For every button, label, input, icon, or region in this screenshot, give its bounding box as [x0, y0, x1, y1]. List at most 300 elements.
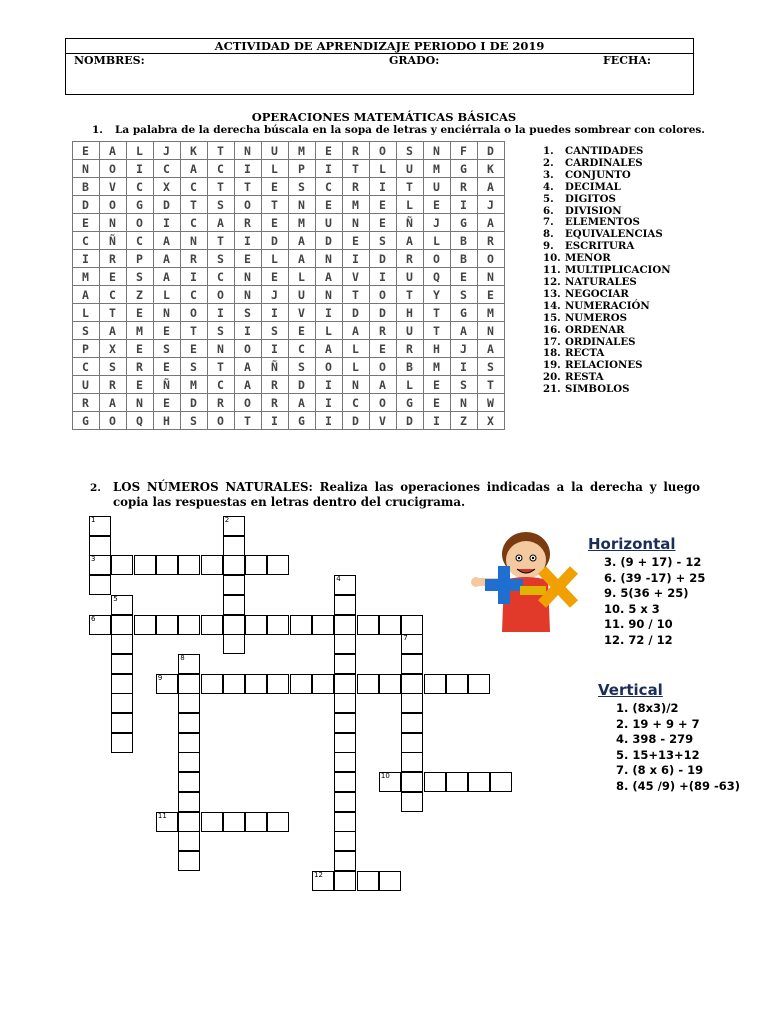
crossword-cell[interactable] — [111, 693, 133, 713]
word-search-row — [73, 322, 505, 340]
word-search-letter: R — [127, 358, 154, 376]
crossword-cell[interactable] — [245, 812, 267, 832]
crossword-cell[interactable] — [178, 752, 200, 772]
word-search-letter: E — [127, 304, 154, 322]
horizontal-clue: 6. (39 -17) + 25 — [604, 570, 706, 585]
word-search-letter: T — [235, 178, 262, 196]
word-search-letter: E — [343, 232, 370, 250]
word-search-letter: E — [424, 196, 451, 214]
word-search-letter: S — [451, 376, 478, 394]
word-search-letter: J — [154, 142, 181, 160]
grade-label: GRADO: — [389, 54, 440, 67]
word-search-letter: E — [100, 268, 127, 286]
word-search-letter: M — [478, 304, 505, 322]
word-search-letter: O — [100, 412, 127, 430]
word-search-letter: N — [289, 196, 316, 214]
word-search-row — [73, 160, 505, 178]
crossword-cell[interactable] — [245, 555, 267, 575]
crossword-cell[interactable] — [357, 871, 379, 891]
crossword-cell[interactable] — [178, 831, 200, 851]
word-search-letter: E — [181, 340, 208, 358]
crossword-cell[interactable] — [178, 733, 200, 753]
crossword-cell[interactable] — [334, 654, 356, 674]
word-search-letter: N — [343, 214, 370, 232]
word-search-letter: A — [73, 286, 100, 304]
word-search-letter: A — [316, 340, 343, 358]
crossword-cell[interactable] — [401, 792, 423, 812]
word-search-letter: A — [478, 214, 505, 232]
word-search-letter: R — [100, 250, 127, 268]
word-search-letter: S — [208, 250, 235, 268]
word-search-letter: D — [262, 232, 289, 250]
word-search-letter: T — [397, 178, 424, 196]
word-search-letter: A — [154, 250, 181, 268]
word-list-word: ELEMENTOS — [565, 216, 640, 229]
word-search-letter: L — [343, 340, 370, 358]
word-search-letter: T — [208, 358, 235, 376]
crossword-cell[interactable] — [223, 595, 245, 615]
word-list-word: DIVISION — [565, 204, 622, 217]
word-search-letter: L — [424, 232, 451, 250]
crossword-cell[interactable] — [178, 615, 200, 635]
word-search-letter: S — [154, 340, 181, 358]
word-search-letter: N — [451, 394, 478, 412]
horizontal-clue: 11. 90 / 10 — [604, 617, 673, 631]
word-search-letter: L — [154, 286, 181, 304]
crossword-cell[interactable] — [223, 812, 245, 832]
word-search-letter: T — [208, 232, 235, 250]
word-search-letter: C — [181, 214, 208, 232]
word-search-letter: D — [343, 412, 370, 430]
word-list-number: 18. — [543, 347, 561, 360]
word-search-letter: E — [316, 196, 343, 214]
word-search-letter: O — [181, 304, 208, 322]
word-search-letter: U — [424, 178, 451, 196]
crossword-cell[interactable] — [111, 674, 133, 694]
word-search-letter: C — [181, 178, 208, 196]
crossword-cell[interactable] — [468, 674, 490, 694]
word-search-letter: A — [154, 268, 181, 286]
word-search-letter: E — [424, 394, 451, 412]
word-search-letter: P — [289, 160, 316, 178]
word-search-letter: V — [100, 178, 127, 196]
crossword-cell[interactable] — [401, 733, 423, 753]
word-search-letter: I — [316, 394, 343, 412]
crossword-cell[interactable] — [334, 851, 356, 871]
word-search-letter: P — [73, 340, 100, 358]
word-search-letter: C — [127, 232, 154, 250]
crossword-cell[interactable] — [379, 615, 401, 635]
word-search-letter: S — [397, 142, 424, 160]
word-search-letter: H — [397, 304, 424, 322]
word-search-letter: O — [208, 412, 235, 430]
word-search-letter: H — [424, 340, 451, 358]
word-search-letter: A — [343, 322, 370, 340]
word-search-letter: O — [370, 286, 397, 304]
crossword-number: 8 — [180, 653, 185, 662]
word-search-letter: N — [100, 214, 127, 232]
word-list-word: RESTA — [565, 371, 604, 384]
crossword-cell[interactable] — [334, 693, 356, 713]
word-list-number: 5. — [543, 192, 554, 205]
word-search-letter: D — [370, 250, 397, 268]
crossword-cell[interactable] — [290, 615, 312, 635]
word-list-number: 1. — [543, 145, 554, 157]
crossword-cell[interactable] — [379, 871, 401, 891]
crossword-cell[interactable] — [334, 615, 356, 635]
word-search-letter: M — [73, 268, 100, 286]
word-search-letter: I — [451, 358, 478, 376]
crossword-cell[interactable] — [334, 674, 356, 694]
word-search-letter: N — [478, 268, 505, 286]
word-search-letter: I — [424, 412, 451, 430]
crossword-cell[interactable] — [334, 595, 356, 615]
word-search-letter: I — [127, 160, 154, 178]
crossword-cell[interactable] — [89, 536, 111, 556]
word-search-letter: Q — [424, 268, 451, 286]
crossword-cell[interactable] — [178, 693, 200, 713]
word-search-letter: E — [235, 250, 262, 268]
q1-instruction: La palabra de la derecha búscala en la sopa de letras y enciérrala o la puedes sombrear con colores. — [115, 124, 705, 136]
word-search-letter: C — [343, 394, 370, 412]
crossword-cell[interactable] — [334, 831, 356, 851]
horizontal-clue: 12. 72 / 12 — [604, 632, 673, 647]
word-search-letter: M — [127, 322, 154, 340]
word-search-letter: R — [451, 178, 478, 196]
crossword-cell[interactable] — [178, 792, 200, 812]
crossword-cell[interactable] — [334, 772, 356, 792]
word-search-letter: A — [181, 160, 208, 178]
word-list-number: 12. — [543, 275, 561, 288]
crossword-cell[interactable] — [111, 634, 133, 654]
word-search-letter: I — [235, 322, 262, 340]
word-search-letter: C — [100, 286, 127, 304]
word-search-letter: I — [316, 160, 343, 178]
q2-number: 2. — [90, 482, 101, 494]
word-search-letter: D — [316, 232, 343, 250]
vertical-clue: 7. (8 x 6) - 19 — [616, 763, 704, 777]
crossword-cell[interactable] — [178, 812, 200, 832]
word-search-letter: E — [262, 214, 289, 232]
word-search-letter: U — [316, 214, 343, 232]
word-search-letter: R — [100, 376, 127, 394]
crossword-cell[interactable] — [446, 674, 468, 694]
word-search-letter: N — [316, 286, 343, 304]
word-search-letter: E — [316, 142, 343, 160]
crossword-number: 7 — [403, 634, 408, 643]
word-list-number: 21. — [543, 383, 561, 396]
word-list-number: 6. — [543, 204, 554, 217]
word-search-letter: Y — [424, 286, 451, 304]
crossword-cell[interactable] — [223, 674, 245, 694]
crossword-number: 2 — [224, 516, 230, 524]
word-search-letter: E — [370, 214, 397, 232]
word-search-letter: E — [370, 340, 397, 358]
crossword-cell[interactable] — [223, 555, 245, 575]
word-search-letter: A — [478, 340, 505, 358]
word-search-letter: S — [100, 358, 127, 376]
word-search-letter: N — [235, 286, 262, 304]
q2-instruction-block — [90, 480, 700, 510]
word-list-item — [543, 384, 671, 396]
crossword-cell[interactable] — [111, 654, 133, 674]
word-search-letter: N — [127, 394, 154, 412]
crossword-cell[interactable] — [178, 713, 200, 733]
word-search-letter: G — [451, 304, 478, 322]
crossword-cell[interactable] — [401, 693, 423, 713]
word-search-letter: I — [262, 340, 289, 358]
crossword-cell[interactable] — [111, 713, 133, 733]
word-search-letter: G — [73, 412, 100, 430]
word-search-letter: A — [235, 376, 262, 394]
word-list-number: 9. — [543, 240, 554, 253]
word-search-letter: N — [73, 160, 100, 178]
word-search-letter: S — [451, 286, 478, 304]
crossword-cell[interactable] — [111, 555, 133, 575]
crossword-cell[interactable] — [267, 812, 289, 832]
crossword-cell[interactable] — [401, 772, 423, 792]
crossword-cell[interactable] — [223, 575, 245, 595]
crossword-cell[interactable] — [401, 654, 423, 674]
word-search-letter: E — [262, 268, 289, 286]
crossword-cell[interactable] — [201, 555, 223, 575]
crossword-cell[interactable] — [490, 772, 512, 792]
crossword-cell[interactable] — [401, 674, 423, 694]
crossword-cell[interactable] — [111, 615, 133, 635]
word-search-letter: E — [154, 322, 181, 340]
crossword-cell[interactable] — [312, 615, 334, 635]
word-search-letter: S — [208, 196, 235, 214]
vertical-heading: Vertical — [598, 681, 663, 699]
word-search-letter: E — [424, 376, 451, 394]
crossword-cell[interactable] — [201, 812, 223, 832]
crossword-cell[interactable] — [178, 674, 200, 694]
activity-title: ACTIVIDAD DE APRENDIZAJE PERIODO I DE 2019 — [66, 39, 693, 54]
word-list-number: 17. — [543, 335, 561, 348]
crossword-number: 3 — [91, 555, 96, 564]
crossword-cell[interactable] — [178, 851, 200, 871]
word-search-letter: O — [127, 214, 154, 232]
word-search-letter: T — [181, 322, 208, 340]
word-search-letter: A — [451, 322, 478, 340]
word-list-number: 7. — [543, 216, 554, 229]
crossword-number: 11 — [157, 811, 167, 820]
word-search-letter: E — [73, 142, 100, 160]
word-search-letter: S — [289, 178, 316, 196]
crossword-cell[interactable] — [334, 634, 356, 654]
word-list-number: 19. — [543, 359, 561, 372]
crossword-cell[interactable] — [334, 713, 356, 733]
word-search-letter: T — [235, 412, 262, 430]
word-search-letter: G — [127, 196, 154, 214]
word-list — [543, 146, 671, 396]
crossword-cell[interactable] — [424, 674, 446, 694]
crossword-cell[interactable] — [178, 555, 200, 575]
word-search-letter: O — [370, 394, 397, 412]
crossword-number: 12 — [314, 870, 323, 879]
word-search-letter: R — [73, 394, 100, 412]
word-search-letter: T — [208, 142, 235, 160]
word-search-letter: A — [397, 232, 424, 250]
word-search-letter: I — [316, 376, 343, 394]
word-search-letter: M — [424, 160, 451, 178]
crossword-cell[interactable] — [290, 674, 312, 694]
word-search-letter: D — [343, 304, 370, 322]
word-search-letter: S — [181, 412, 208, 430]
crossword-cell[interactable] — [446, 772, 468, 792]
word-search-letter: X — [154, 178, 181, 196]
crossword-cell[interactable] — [267, 674, 289, 694]
crossword-cell[interactable] — [468, 772, 490, 792]
word-search-letter: X — [100, 340, 127, 358]
word-search-letter: C — [208, 160, 235, 178]
crossword-cell[interactable] — [334, 752, 356, 772]
word-search-row — [73, 214, 505, 232]
word-search-letter: T — [424, 322, 451, 340]
vertical-clue: 1. (8x3)/2 — [616, 701, 679, 715]
word-search-letter: L — [343, 358, 370, 376]
word-search-letter: E — [289, 322, 316, 340]
word-search-letter: N — [181, 232, 208, 250]
crossword-cell[interactable] — [245, 615, 267, 635]
word-search-letter: E — [73, 214, 100, 232]
word-search-letter: K — [478, 160, 505, 178]
word-search-row — [73, 196, 505, 214]
word-search-letter: U — [262, 142, 289, 160]
crossword-cell[interactable] — [334, 871, 356, 891]
crossword-cell[interactable] — [245, 674, 267, 694]
crossword-cell[interactable] — [401, 615, 423, 635]
crossword-cell[interactable] — [357, 615, 379, 635]
word-list-word: CONJUNTO — [565, 168, 631, 181]
word-list-number: 4. — [543, 180, 554, 193]
word-list-word: ESCRITURA — [565, 240, 635, 253]
word-search-letter: R — [343, 142, 370, 160]
word-list-word: SIMBOLOS — [565, 383, 630, 396]
crossword-cell[interactable] — [357, 674, 379, 694]
word-search-letter: A — [370, 376, 397, 394]
word-search-letter: U — [289, 286, 316, 304]
crossword-number: 10 — [380, 772, 390, 781]
word-search-letter: O — [316, 358, 343, 376]
word-search-letter: B — [397, 358, 424, 376]
word-list-word: NUMEROS — [565, 311, 627, 324]
crossword-cell[interactable] — [156, 615, 178, 635]
crossword-cell[interactable] — [111, 733, 133, 753]
crossword-cell[interactable] — [134, 615, 156, 635]
boy-math-symbols-illustration — [468, 520, 584, 636]
word-search-letter: A — [316, 268, 343, 286]
word-search-letter: S — [235, 304, 262, 322]
crossword-cell[interactable] — [379, 674, 401, 694]
word-list-word: DIGITOS — [565, 192, 616, 205]
word-search-letter: S — [73, 322, 100, 340]
word-search-letter: A — [478, 178, 505, 196]
crossword-cell[interactable] — [201, 615, 223, 635]
word-search-row — [73, 304, 505, 322]
crossword-cell[interactable] — [312, 674, 334, 694]
word-search-letter: L — [262, 160, 289, 178]
word-search-letter: S — [289, 358, 316, 376]
word-search-letter: R — [397, 250, 424, 268]
crossword-cell[interactable] — [223, 615, 245, 635]
crossword-number: 1 — [91, 516, 96, 524]
word-search-letter: T — [208, 178, 235, 196]
word-search-letter: T — [100, 304, 127, 322]
word-search-letter: E — [154, 358, 181, 376]
word-search-letter: N — [424, 142, 451, 160]
crossword-cell[interactable] — [89, 575, 111, 595]
word-search-letter: N — [235, 268, 262, 286]
word-search-row — [73, 340, 505, 358]
word-search-letter: Ñ — [397, 214, 424, 232]
date-label: FECHA: — [603, 54, 651, 67]
word-search-letter: A — [208, 214, 235, 232]
word-search-letter: I — [370, 268, 397, 286]
word-search-letter: T — [424, 304, 451, 322]
word-search-letter: Ñ — [262, 358, 289, 376]
crossword-cell[interactable] — [334, 812, 356, 832]
word-search-letter: T — [181, 196, 208, 214]
word-search-letter: I — [370, 178, 397, 196]
word-search-letter: C — [316, 178, 343, 196]
crossword-cell[interactable] — [334, 792, 356, 812]
crossword-cell[interactable] — [178, 772, 200, 792]
crossword-cell[interactable] — [201, 674, 223, 694]
word-search-row — [73, 394, 505, 412]
crossword-cell[interactable] — [223, 536, 245, 556]
word-search-letter: D — [154, 196, 181, 214]
word-search-letter: Ñ — [100, 232, 127, 250]
crossword-number: 9 — [157, 673, 163, 682]
word-search-letter: J — [262, 286, 289, 304]
word-list-word: CARDINALES — [565, 156, 643, 169]
word-search-letter: C — [154, 160, 181, 178]
word-search-letter: E — [370, 196, 397, 214]
word-search-letter: R — [343, 178, 370, 196]
crossword-cell[interactable] — [424, 772, 446, 792]
word-list-number: 3. — [543, 168, 554, 181]
word-search-letter: C — [181, 286, 208, 304]
word-list-word: DECIMAL — [565, 180, 621, 193]
word-search-letter: S — [181, 358, 208, 376]
crossword-cell[interactable] — [134, 555, 156, 575]
word-search-letter: T — [343, 286, 370, 304]
word-search-letter: J — [451, 340, 478, 358]
word-search-letter: S — [478, 358, 505, 376]
word-search-letter: G — [289, 412, 316, 430]
crossword-cell[interactable] — [156, 555, 178, 575]
word-search-row — [73, 232, 505, 250]
word-search-letter: L — [316, 322, 343, 340]
vertical-clues — [598, 681, 740, 794]
word-search-row — [73, 358, 505, 376]
word-search-letter: E — [451, 268, 478, 286]
crossword-cell[interactable] — [334, 733, 356, 753]
word-search-letter: I — [262, 304, 289, 322]
crossword-cell[interactable] — [401, 713, 423, 733]
word-search-letter: D — [73, 196, 100, 214]
word-list-word: CANTIDADES — [565, 145, 644, 157]
crossword-cell[interactable] — [401, 752, 423, 772]
crossword-cell[interactable] — [223, 634, 245, 654]
crossword-cell[interactable] — [267, 555, 289, 575]
word-list-word: RECTA — [565, 347, 605, 360]
crossword-cell[interactable] — [267, 615, 289, 635]
word-search-letter: A — [100, 394, 127, 412]
word-search-letter: O — [208, 286, 235, 304]
word-search-letter: L — [289, 268, 316, 286]
